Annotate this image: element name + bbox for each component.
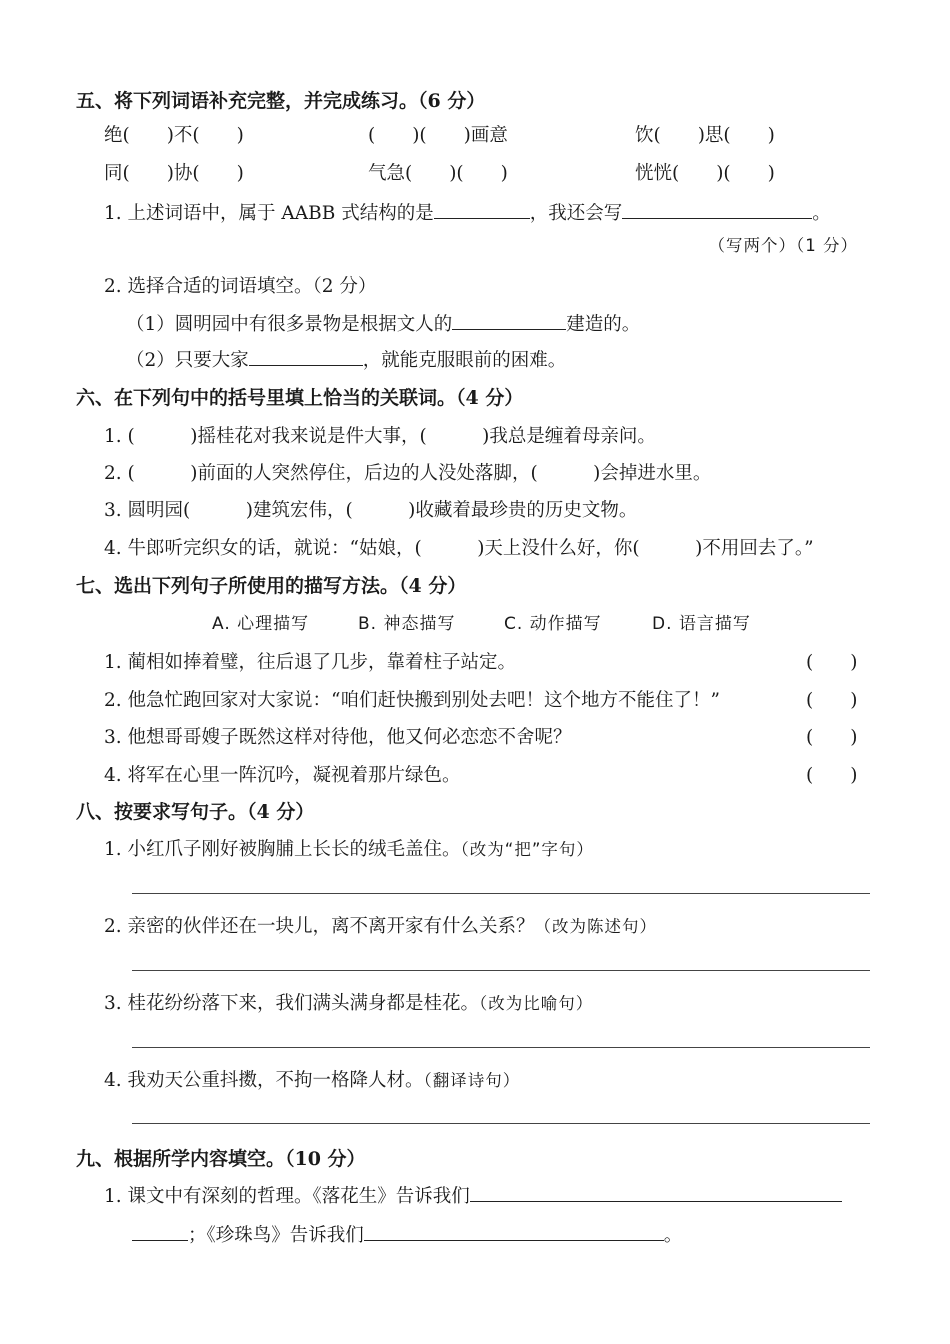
s8-item4-text: 4. 我劝天公重抖擞，不拘一格降人材。 xyxy=(104,1070,424,1091)
s5-q1 xyxy=(104,199,831,225)
option-b: B. 神态描写 xyxy=(358,614,456,634)
section7-title: 七、选出下列句子所使用的描写方法。（4 分） xyxy=(76,575,467,597)
s9-line2-text-b: 。 xyxy=(663,1225,683,1246)
s8-item3-hint: （改为比喻句） xyxy=(479,994,594,1013)
s5-q2-2 xyxy=(126,346,566,372)
s7-item1: 1. 蔺相如捧着璧，往后退了几步，靠着柱子站定。 xyxy=(104,652,517,673)
s9-blank2[interactable] xyxy=(364,1222,664,1241)
s8-item4-hint: （翻译诗句） xyxy=(423,1071,521,1090)
section8-title: 八、按要求写句子。（4 分） xyxy=(76,801,315,823)
s5-q2-1-blank[interactable] xyxy=(452,311,566,330)
s6-line3: 3. 圆明园( )建筑宏伟，( )收藏着最珍贵的历史文物。 xyxy=(104,500,638,521)
s9-line2 xyxy=(132,1221,682,1247)
s8-item3-text: 3. 桂花纷纷落下来，我们满头满身都是桂花。 xyxy=(104,993,480,1014)
s5-q2-2-text-a: （2）只要大家 xyxy=(126,350,249,371)
section5-title: 五、将下列词语补充完整，并完成练习。（6 分） xyxy=(76,90,486,112)
s5-q2-1-text-a: （1）圆明园中有很多景物是根据文人的 xyxy=(126,314,453,335)
word-r1c3: 饮( )思( ) xyxy=(635,125,775,146)
s7-item1-answer[interactable]: ( ) xyxy=(806,652,858,673)
s9-line1-text: 1. 课文中有深刻的哲理。《落花生》告诉我们 xyxy=(104,1186,470,1207)
s9-blank1-cont[interactable] xyxy=(132,1222,188,1241)
s8-item2 xyxy=(104,912,657,938)
s5-q1-text-a: 1. 上述词语中，属于 AABB 式结构的是 xyxy=(104,203,434,224)
s7-item4-answer[interactable]: ( ) xyxy=(806,765,858,786)
word-r1c2: ( )( )画意 xyxy=(368,125,508,146)
s9-blank1[interactable] xyxy=(470,1183,842,1202)
s8-item2-text: 2. 亲密的伙伴还在一块儿，离不离开家有什么关系？ xyxy=(104,916,535,937)
option-d: D. 语言描写 xyxy=(652,614,751,634)
s7-item2-answer[interactable]: ( ) xyxy=(806,690,858,711)
s9-line1 xyxy=(104,1182,842,1208)
s5-q1-blank1[interactable] xyxy=(434,200,530,219)
s6-line2: 2. ( )前面的人突然停住，后边的人没处落脚，( )会掉进水里。 xyxy=(104,463,712,484)
option-a: A. 心理描写 xyxy=(212,614,310,634)
s9-line2-text-a: ；《珍珠鸟》告诉我们 xyxy=(188,1225,364,1246)
s5-q1-text-b: ，我还会写 xyxy=(529,203,623,224)
s7-item3-answer[interactable]: ( ) xyxy=(806,727,858,748)
s8-answer-line1[interactable] xyxy=(132,893,870,894)
s8-answer-line2[interactable] xyxy=(132,970,870,971)
s8-item1-hint: （改为“把”字句） xyxy=(460,840,594,859)
s5-q2-2-blank[interactable] xyxy=(249,347,363,366)
s5-q2-2-text-b: ，就能克服眼前的困难。 xyxy=(362,350,567,371)
s7-item4: 4. 将军在心里一阵沉吟，凝视着那片绿色。 xyxy=(104,765,461,786)
s5-q2-1 xyxy=(126,310,640,336)
word-r2c2: 气急( )( ) xyxy=(368,163,508,184)
s5-q1-text-c: 。 xyxy=(812,203,831,224)
s8-item2-hint: （改为陈述句） xyxy=(534,917,658,936)
word-r1c1: 绝( )不( ) xyxy=(104,125,244,146)
s5-q1-blank2[interactable] xyxy=(622,200,812,219)
section6-title: 六、在下列句中的括号里填上恰当的关联词。（4 分） xyxy=(76,387,524,409)
s8-item3 xyxy=(104,989,593,1015)
s8-answer-line4[interactable] xyxy=(132,1123,870,1124)
word-r2c3: 恍恍( )( ) xyxy=(635,163,775,184)
s8-answer-line3[interactable] xyxy=(132,1047,870,1048)
word-r2c1: 同( )协( ) xyxy=(104,163,244,184)
s8-item1 xyxy=(104,835,594,861)
s8-item4 xyxy=(104,1066,520,1092)
s6-line1: 1. ( )摇桂花对我来说是件大事，( )我总是缠着母亲问。 xyxy=(104,426,656,447)
s8-item1-text: 1. 小红爪子刚好被胸脯上长长的绒毛盖住。 xyxy=(104,839,461,860)
s5-q2-1-text-b: 建造的。 xyxy=(566,314,641,335)
s5-q1-note: （写两个）（1 分） xyxy=(708,236,858,255)
section9-title: 九、根据所学内容填空。（10 分） xyxy=(76,1148,366,1170)
s6-line4: 4. 牛郎听完织女的话，就说：“姑娘，( )天上没什么好，你( )不用回去了。” xyxy=(104,538,814,559)
s7-item2: 2. 他急忙跑回家对大家说：“咱们赶快搬到别处去吧！这个地方不能住了！” xyxy=(104,690,720,711)
s5-q2: 2. 选择合适的词语填空。（2 分） xyxy=(104,276,377,297)
s7-item3: 3. 他想哥哥嫂子既然这样对待他，他又何必恋恋不舍呢？ xyxy=(104,727,572,748)
option-c: C. 动作描写 xyxy=(504,614,602,634)
